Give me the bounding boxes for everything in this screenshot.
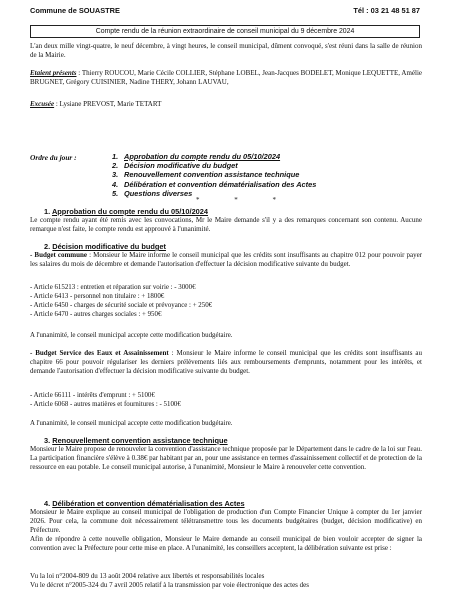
section-1-heading: 1. Approbation du compte rendu du 05/10/2024 xyxy=(44,207,209,216)
intro-paragraph: L'an deux mille vingt-quatre, le neuf décembre, à vingt heures, le conseil municipal, dûment convoqué, s'est réuni dans la salle de réunion de la Mairie. xyxy=(30,42,422,59)
section-4-heading: 4. Délibération et convention dématérialisation des Actes xyxy=(44,499,245,508)
section-2-heading: 2. Décision modificative du budget xyxy=(44,242,166,251)
section-4-text-3: Vu la loi n°2004-809 du 13 août 2004 relative aux libertés et responsabilités locales xyxy=(30,572,265,580)
phone-number: Tél : 03 21 48 51 87 xyxy=(353,6,420,15)
budget-commune-paragraph: - Budget commune : Monsieur le Maire informe le conseil municipal que les crédits sont insuffisants au chapitre 012 pour pouvoir payer les salaires du mois de décembre et demande l'autorisation d'effectuer la décision modificative suivante du budget. xyxy=(30,251,423,268)
agenda-item: 1. Approbation du compte rendu du 05/10/2024 xyxy=(112,152,281,161)
budget-eaux-paragraph: - Budget Service des Eaux et Assainissement : Monsieur le Maire informe le conseil municipal que les crédits sont insuffisants au chapitre 66 pour pouvoir régulariser les derniers prélèvements liés aux remboursements d'emprunts, notamment pour les intérêts, et demande l'autorisation d'effectuer la décision modificative suivante du budget. xyxy=(30,349,422,375)
attendees-excused xyxy=(30,100,422,109)
agenda-label: Ordre du jour : xyxy=(30,153,77,162)
agenda-list xyxy=(112,152,316,198)
attendees-excused-label: Excusée xyxy=(30,100,55,108)
section-separator: * * * xyxy=(196,196,276,204)
budget-line: - Article 6450 - charges de sécurité sociale et prévoyance : + 250€ xyxy=(30,302,213,309)
section-4-text-2: Afin de répondre à cette nouvelle obligation, Monsieur le Maire demande au conseil municipal de bien vouloir accepter de signer la convention avec la Préfecture pour cette mise en place. A l'unanimité, les conseillers acceptent, la délibération suivante est prise : xyxy=(30,535,422,552)
budget-line: - Article 66111 - intérêts d'emprunt : + 5100€ xyxy=(30,392,155,399)
agenda-item: 5. Questions diverses xyxy=(112,188,193,198)
budget-acceptance: A l'unanimité, le conseil municipal accepte cette modification budgétaire. xyxy=(30,420,233,427)
budget-eaux-label: - Budget Service des Eaux et Assainissement xyxy=(30,349,169,357)
section-3-heading: 3. Renouvellement convention assistance technique xyxy=(44,436,228,445)
budget-line: - Article 615213 : entretien et réparation sur voirie : - 3000€ xyxy=(30,284,196,291)
budget-line: - Article 6470 - autres charges sociales : + 950€ xyxy=(30,311,162,318)
budget-line: - Article 6068 - autres matières et fournitures : - 5100€ xyxy=(30,401,181,408)
attendees-present-label: Etaient présents xyxy=(30,69,77,77)
agenda-item: 2. Décision modificative du budget xyxy=(112,161,238,171)
section-4-text-4: Vu le décret n°2005-324 du 7 avril 2005 relatif à la transmission par voie électronique des actes des xyxy=(30,581,309,589)
attendees-excused-names: : Lysiane PREVOST, Marie TETART xyxy=(54,100,162,108)
agenda-item: 3. Renouvellement convention assistance technique xyxy=(112,170,300,180)
letterhead xyxy=(30,6,420,15)
budget-commune-label: - Budget commune xyxy=(30,251,88,259)
budget-acceptance: A l'unanimité, le conseil municipal accepte cette modification budgétaire. xyxy=(30,332,233,339)
commune-name: Commune de SOUASTRE xyxy=(30,6,120,15)
budget-line: - Article 6413 - personnel non titulaire : + 1800€ xyxy=(30,293,165,300)
attendees-present-names: : Thierry ROUCOU, Marie Cécile COLLIER, Stéphane LOBEL, Jean-Jacques BODELET, Monique LEQUETTE, Amélie BRUGNET, Grégory CUISINIER, Nadine THERY, Johann LAUVAU, xyxy=(30,69,422,86)
section-1-text: Le compte rendu ayant été remis avec les convocations, Mr le Maire demande s'il y a des remarques concernant son contenu. Aucune remarque n'est faite, le compte rendu est approuvé à l'unanimité. xyxy=(30,216,422,233)
section-3-text: Monsieur le Maire propose de renouveler la convention d'assistance technique proposée par le Département dans le cadre de la loi sur l'eau. La participation financière s'élève à 0.38€ par habitant par an, pour une assistance en termes d'assainissement collectif et de protection de la ressource en eau potable. Le conseil municipal autorise, à l'unanimité, Monsieur le Maire à renouveler cette convention. xyxy=(30,445,422,471)
attendees-present xyxy=(30,69,422,87)
section-4-text-1: Monsieur le Maire explique au conseil municipal de l'obligation de production d'un Compte Financier Unique à compter du 1er janvier 2026. Pour cela, la commune doit nécessairement télétransmettre tous les documents budgétaires (budget, décision modificative) en Préfecture. xyxy=(30,508,422,534)
agenda-item: 4. Délibération et convention dématérialisation des Actes xyxy=(112,179,317,189)
document-title: Compte rendu de la réunion extraordinaire de conseil municipal du 9 décembre 2024 xyxy=(30,25,420,38)
